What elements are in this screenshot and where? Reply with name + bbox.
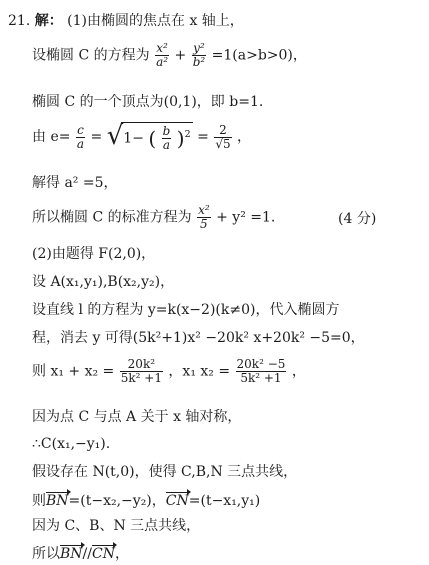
- line-8: [32, 275, 174, 289]
- focus-on-x-axis-text: (1)由椭圆的焦点在 x 轴上，: [67, 13, 244, 29]
- line-9: [32, 303, 339, 317]
- line-equation-text: 设直线 l 的方程为 y=k(x−2)(k≠0)，代入椭圆方: [32, 302, 340, 318]
- symmetry-text: 因为点 C 与点 A 关于 x 轴对称，: [32, 409, 242, 425]
- fraction-x2-5: $\frac{\text{x²}}{5}$: [198, 203, 210, 232]
- collinear-text: 因为 C、B、N 三点共线，: [32, 518, 201, 534]
- line-13: [32, 437, 110, 451]
- line-16: [32, 519, 200, 533]
- line-15: 则BN=(t−x₂,−y₂)，CN=(t−x₁,y₁): [32, 493, 261, 509]
- vector-cn: CN: [165, 493, 189, 509]
- ellipse-equation-condition: =1(a>b>0)，: [211, 47, 307, 64]
- fraction-2-root5: $\frac{2}{√5}$: [215, 122, 231, 151]
- line-17: 所以BN//CN，: [32, 546, 129, 562]
- fraction-c-a: $\frac{c}{a}$: [76, 122, 85, 151]
- line-2: 设椭圆 C 的方程为 $\frac{\text{x²}}{\text{a²}}$ + $\frac{\text{y²}}{\text{b²}}$ =1(a>b>0)，: [32, 41, 307, 70]
- points-definition: 设 A(x₁,y₁),B(x₂,y₂)，: [32, 274, 175, 290]
- line-1: [8, 14, 244, 28]
- ellipse-equation-intro: 设椭圆 C 的方程为: [32, 47, 150, 64]
- fraction-y2-b2: $\frac{\text{y²}}{\text{b²}}$: [192, 41, 206, 70]
- line-11: 则 x₁ + x₂ = $\frac{\text{20k²}}{\text{5k² +1}}$ ，x₁ x₂ = $\frac{\text{20k² −5}}{\text{5k² +1}}$ ，: [32, 357, 306, 386]
- standard-equation-tail: + y² =1.: [216, 209, 276, 226]
- line-12: [32, 410, 241, 424]
- line-3: [32, 95, 263, 109]
- line-14: [32, 465, 297, 479]
- line-7: [32, 247, 155, 261]
- square-root-expression: √1− ( $\frac{b}{a}$ )$^2$: [106, 121, 191, 153]
- solve-a2-text: 解得 a² =5，: [32, 175, 118, 191]
- vector-bn: BN: [46, 493, 69, 509]
- quadratic-equation-text: 程，消去 y 可得(5k²+1)x² −20k² x+20k² −5=0，: [32, 330, 365, 346]
- score-label: (4 分): [338, 211, 377, 227]
- line-5: [32, 176, 118, 190]
- problem-number: 21.: [8, 13, 31, 29]
- line-6: 所以椭圆 C 的标准方程为 $\frac{\text{x²}}{5}$ + y² =1.: [32, 203, 276, 232]
- assume-n-text: 假设存在 N(t,0)，使得 C,B,N 三点共线，: [32, 464, 298, 480]
- part2-intro: (2)由题得 F(2,0)，: [32, 246, 156, 262]
- vector-bn-2: BN: [60, 546, 83, 562]
- line-4: 由 e= $\frac{c}{a}$ = √1− ( $\frac{b}{a}$ )$^2$ = $\frac{2}{√5}$ ，: [32, 121, 252, 153]
- line-10: [32, 331, 365, 345]
- fraction-b-a: $\frac{b}{a}$: [162, 124, 171, 153]
- vector-cn-2: CN: [91, 546, 115, 562]
- point-c-text: ∴C(x₁,−y₁).: [32, 436, 111, 452]
- solution-label: 解：: [34, 13, 63, 29]
- vertex-text: 椭圆 C 的一个顶点为(0,1)，即 b=1.: [32, 94, 264, 110]
- fraction-sum-roots: $\frac{\text{20k²}}{\text{5k² +1}}$: [120, 357, 162, 386]
- fraction-product-roots: $\frac{\text{20k² −5}}{\text{5k² +1}}$: [236, 357, 286, 386]
- fraction-x2-a2: $\frac{\text{x²}}{\text{a²}}$: [156, 41, 169, 70]
- parallel-symbol: //: [82, 546, 92, 562]
